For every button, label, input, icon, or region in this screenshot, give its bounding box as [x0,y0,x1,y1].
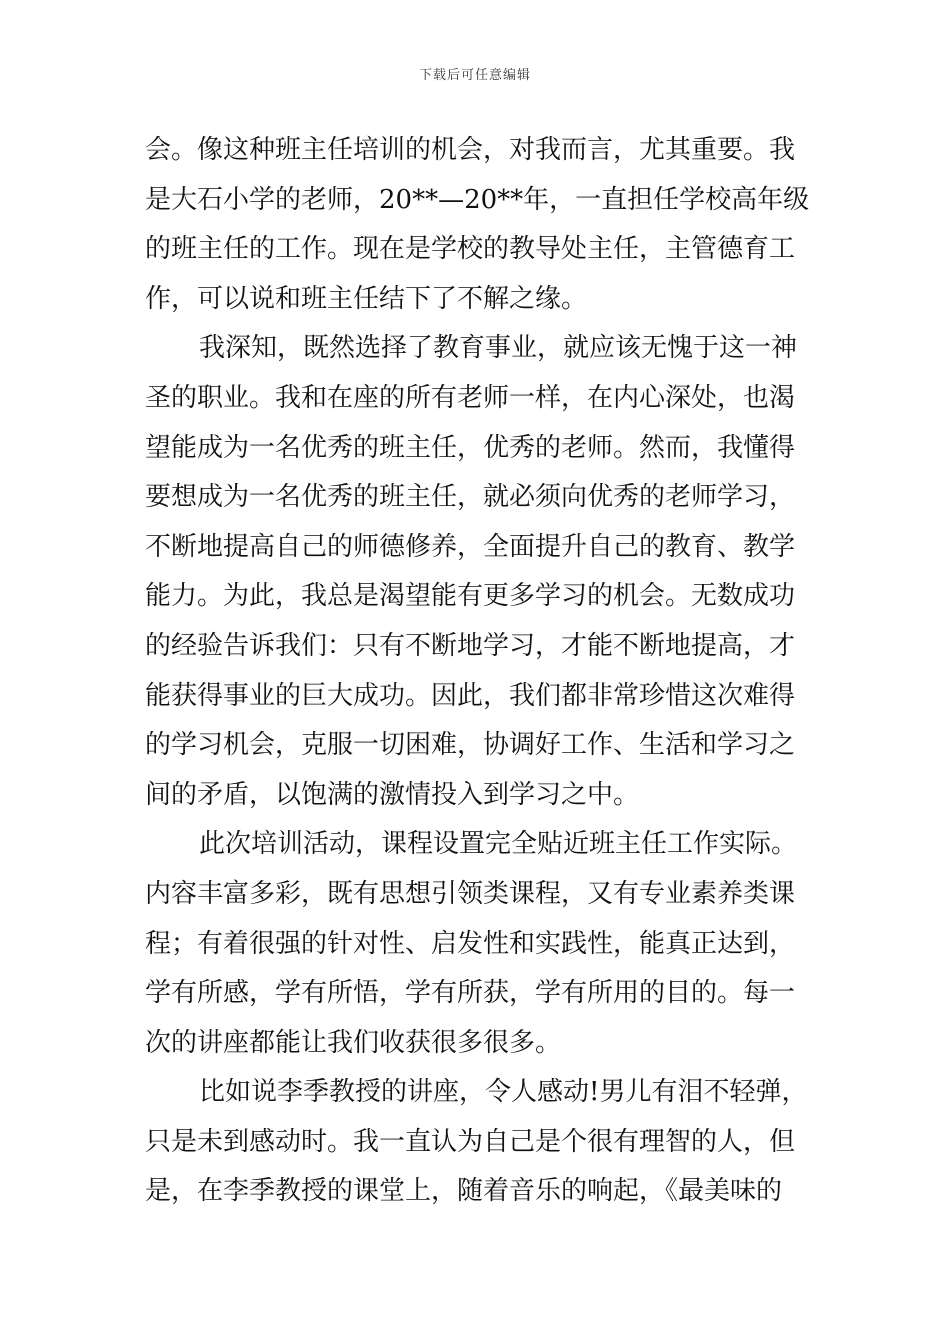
text-line: 是，在李季教授的课堂上，随着音乐的响起，《最美味的 [145,1176,783,1207]
paragraph-start-line: 我深知，既然选择了教育事业，就应该无愧于这一神 [199,333,798,364]
text-line: 圣的职业。我和在座的所有老师一样，在内心深处，也渴 [145,382,796,413]
text-line: 只是未到感动时。我一直认为自己是个很有理智的人，但 [145,1126,796,1157]
text-line: 次的讲座都能让我们收获很多很多。 [145,1027,562,1058]
text-line: 能获得事业的巨大成功。因此，我们都非常珍惜这次难得 [145,680,796,711]
text-line: 要想成为一名优秀的班主任，就必须向优秀的老师学习， [145,482,796,513]
text-line: 望能成为一名优秀的班主任，优秀的老师。然而，我懂得 [145,432,796,463]
text-line: 是大石小学的老师，20**—20**年，一直担任学校高年级 [145,184,810,215]
text-line: 的经验告诉我们：只有不断地学习，才能不断地提高，才 [145,630,796,661]
text-line: 的班主任的工作。现在是学校的教导处主任，主管德育工 [145,234,796,265]
page-header: 下载后可任意编辑 [418,68,531,83]
document-body [145,126,810,1217]
text-line: 会。像这种班主任培训的机会，对我而言，尤其重要。我 [145,135,796,165]
text-line: 不断地提高自己的师德修养，全面提升自己的教育、教学 [145,531,796,562]
text-line: 间的矛盾，以饱满的激情投入到学习之中。 [145,779,640,810]
paragraph-start-line: 比如说李季教授的讲座，令人感动!男儿有泪不轻弹， [199,1077,808,1108]
text-line: 作，可以说和班主任结下了不解之缘。 [145,283,588,314]
text-line: 程；有着很强的针对性、启发性和实践性，能真正达到， [145,928,796,959]
text-line: 内容丰富多彩，既有思想引领类课程，又有专业素养类课 [145,878,796,909]
text-line: 的学习机会，克服一切困难，协调好工作、生活和学习之 [145,730,796,761]
paragraph-start-line: 此次培训活动，课程设置完全贴近班主任工作实际。 [199,829,798,860]
text-line: 学有所感，学有所悟，学有所获，学有所用的目的。每一 [145,978,796,1009]
text-line: 能力。为此，我总是渴望能有更多学习的机会。无数成功 [145,581,796,612]
